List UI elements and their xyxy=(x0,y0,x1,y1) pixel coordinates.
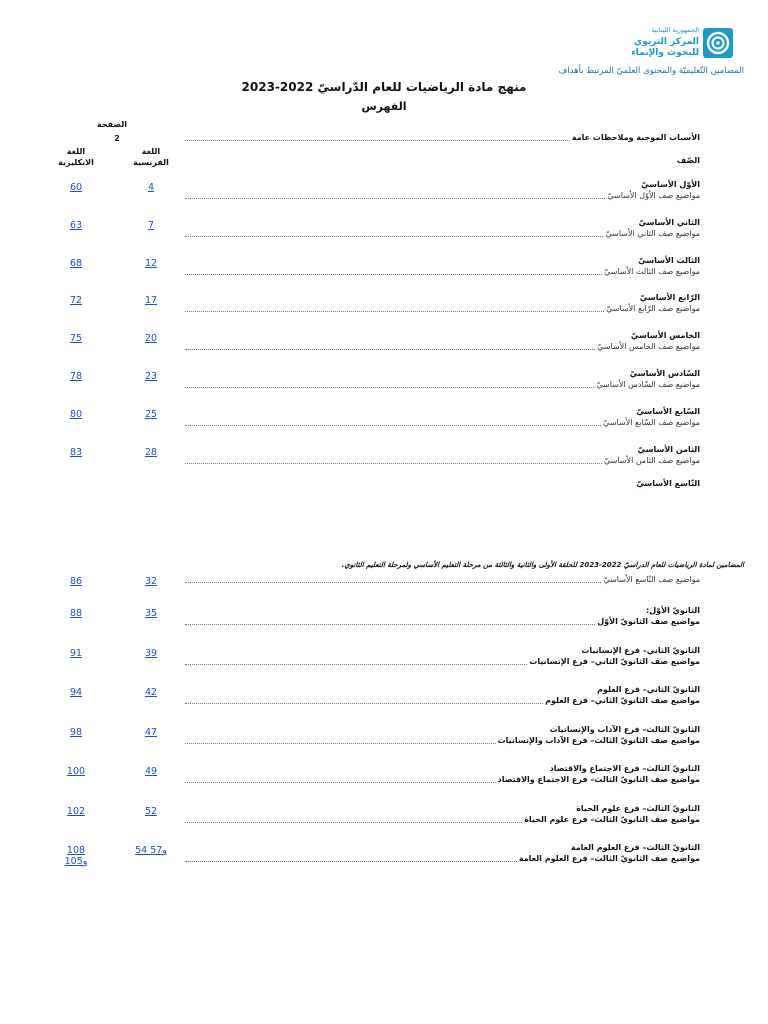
page-link-french[interactable]: 42 xyxy=(144,687,158,698)
page-link-french[interactable]: 7 xyxy=(147,219,155,231)
english-col-header: اللغة الانكليزية xyxy=(58,147,94,167)
page-link-french[interactable]: 17 xyxy=(144,295,158,307)
toc-heading: الثالث الأساسيّ xyxy=(638,255,700,265)
toc-row xyxy=(185,217,700,240)
toc-heading: الرّابع الأساسيّ xyxy=(639,293,700,303)
page-number: 2 xyxy=(114,134,120,143)
toc-heading: السّادس الأساسيّ xyxy=(629,369,700,378)
page-header-repeat: المضامين لمادة الرياضيات للعام الدراسيّ 2022-2023 للحلقة الأولى والثانية والثالثة من مرحلة التعليم الأساسي ولمرحلة التعليم الثانوي. xyxy=(341,561,744,569)
page-link-english[interactable]: 63 xyxy=(69,219,83,231)
toc-label: مواضيع صف الرّابع الأساسيّ xyxy=(606,304,700,314)
page-link-english[interactable]: 94 xyxy=(69,687,83,698)
page-link-english[interactable]: 108 و105 xyxy=(64,845,88,867)
logo xyxy=(631,24,735,62)
page-link-french[interactable]: 47 xyxy=(144,726,158,738)
page-link-english[interactable]: 102 xyxy=(66,805,86,817)
page-link-french[interactable]: 32 xyxy=(144,576,158,587)
toc-row xyxy=(185,292,700,315)
leader-dots xyxy=(185,311,604,312)
toc-row xyxy=(185,724,700,747)
leader-dots xyxy=(185,198,605,199)
page-link-french[interactable]: 52 xyxy=(144,805,158,817)
page-title: منهج مادة الرياضيات للعام الدّراسيّ 2022-2023 xyxy=(241,80,527,94)
toc-row xyxy=(185,842,700,865)
leader-dots xyxy=(185,425,601,426)
leader-dots xyxy=(185,782,496,783)
toc-heading: السّابع الأساسيّ xyxy=(636,406,700,416)
page-link-english[interactable]: 98 xyxy=(69,726,83,738)
toc-label: مواضيع صف الثانويّ الثاني– فرع العلوم xyxy=(545,696,700,705)
logo-line-1: الجمهورية اللبنانية xyxy=(651,26,699,34)
page-link-french[interactable]: 39 xyxy=(144,647,158,659)
toc-label: مواضيع صف الثانويّ الثالث– فرع علوم الحياة xyxy=(524,814,700,824)
page-link-english[interactable]: 91 xyxy=(69,647,83,659)
leader-dots xyxy=(185,861,517,862)
leader-dots xyxy=(185,387,594,388)
leader-dots xyxy=(185,582,601,583)
page-link-french[interactable]: 12 xyxy=(144,257,158,269)
toc-label: مواضيع صف الثانويّ الثالث– فرع العلوم العامة xyxy=(518,854,700,863)
toc-heading: الثانويّ الثاني– فرع العلوم xyxy=(597,685,700,694)
toc-row xyxy=(185,605,700,628)
toc-label: مواضيع صف السّابع الأساسيّ xyxy=(603,417,700,427)
toc-heading: الثانويّ الثالث– فرع علوم الحياة xyxy=(576,803,700,813)
leader-dots xyxy=(185,703,543,704)
toc-label: الأسباب الموجبة وملاحظات عامة xyxy=(571,133,700,142)
toc-label: مواضيع صف الثانويّ الثالث– فرع الآداب والإنسانيات xyxy=(497,735,700,745)
page-link-english[interactable]: 86 xyxy=(69,576,83,587)
toc-label: مواضيع صف السّادس الأساسيّ xyxy=(596,380,700,389)
toc-row xyxy=(185,444,700,467)
toc-row xyxy=(185,368,700,391)
leader-dots xyxy=(185,236,603,237)
page-link-french[interactable]: 49 xyxy=(144,766,158,777)
page-link-french[interactable]: 35 xyxy=(144,608,158,619)
toc-heading: الخامس الأساسيّ xyxy=(630,331,700,341)
toc-label: مواضيع صف الثامن الأساسيّ xyxy=(604,455,700,465)
page-link-english[interactable]: 88 xyxy=(69,608,83,619)
page-link-french[interactable]: 28 xyxy=(144,446,158,458)
page-link-english[interactable]: 72 xyxy=(69,295,83,307)
toc-heading: الثانويّ الثالث– فرع الاجتماع والاقتصاد xyxy=(549,764,700,773)
logo-line-2: المركز التربوي xyxy=(633,37,699,47)
leader-dots xyxy=(185,140,570,141)
toc-row-general xyxy=(185,132,700,144)
leader-dots xyxy=(185,624,595,625)
toc-heading: الأوّل الأساسيّ xyxy=(641,180,700,189)
toc-row xyxy=(185,803,700,826)
leader-dots xyxy=(185,664,527,665)
toc-row xyxy=(185,406,700,429)
toc-heading: الثانويّ الثالث– فرع العلوم العامة xyxy=(570,843,700,852)
page-link-french[interactable]: 4 xyxy=(147,182,155,193)
page-link-english[interactable]: 83 xyxy=(69,446,83,458)
logo-line-3: للبحوث والإنماء xyxy=(631,48,699,58)
toc-label: مواضيع صف الخامس الأساسيّ xyxy=(597,342,700,352)
page-link-english[interactable]: 80 xyxy=(69,408,83,420)
toc-heading: الثانويّ الأوّل: xyxy=(646,606,700,615)
page-header: الصفحة xyxy=(96,120,127,129)
toc-label: مواضيع صف الثاني الأساسيّ xyxy=(605,228,700,238)
toc-row xyxy=(185,330,700,353)
page-link-french[interactable]: 20 xyxy=(144,333,158,345)
toc-label: مواضيع صف الثانويّ الأوّل xyxy=(597,617,700,626)
leader-dots xyxy=(185,274,602,275)
section-heading: الصّف xyxy=(676,156,700,165)
page-link-english[interactable]: 100 xyxy=(66,766,86,777)
toc-heading: الثانويّ الثالث– فرع الآداب والإنسانيات xyxy=(549,724,700,734)
french-col-header: اللغة الفرنسية xyxy=(133,147,169,167)
toc-label: مواضيع صف التّاسع الأساسيّ xyxy=(603,575,700,584)
leader-dots xyxy=(185,822,522,823)
page-link-french[interactable]: 54 و57 xyxy=(135,845,167,856)
page-link-french[interactable]: 23 xyxy=(144,371,158,382)
toc-label: مواضيع صف الثانويّ الثالث– فرع الاجتماع والاقتصاد xyxy=(497,775,700,784)
toc-heading: الثاني الأساسيّ xyxy=(638,217,700,227)
page-link-french[interactable]: 25 xyxy=(144,408,158,420)
toc-row xyxy=(185,763,700,786)
leader-dots xyxy=(185,349,595,350)
page-link-english[interactable]: 75 xyxy=(69,333,83,345)
page-link-english[interactable]: 68 xyxy=(69,257,83,269)
toc-label: مواضيع صف الثالث الأساسيّ xyxy=(604,266,700,276)
leader-dots xyxy=(185,743,496,744)
toc-heading: الثامن الأساسيّ xyxy=(637,444,700,454)
toc-row xyxy=(185,255,700,278)
toc-row xyxy=(185,684,700,707)
header-line: المضامين التّعليميّة والمحتوى العلميّ المرتبط بأهداف xyxy=(558,66,744,76)
leader-dots xyxy=(185,463,602,464)
toc-heading-ninth: التّاسع الأساسيّ xyxy=(636,479,700,488)
toc-row-ninth xyxy=(185,574,700,586)
index-title: الفهرس xyxy=(361,100,407,113)
toc-label: مواضيع صف الثانويّ الثاني– فرع الإنسانيات xyxy=(529,656,700,666)
toc-label: مواضيع صف الأوّل الأساسيّ xyxy=(607,191,700,200)
spiral-logo-icon xyxy=(703,28,733,58)
toc-row xyxy=(185,179,700,202)
page-link-english[interactable]: 60 xyxy=(69,182,83,193)
toc-row xyxy=(185,645,700,668)
page-link-english[interactable]: 78 xyxy=(69,371,83,382)
toc-heading: الثانويّ الثاني– فرع الإنسانيات xyxy=(581,645,700,655)
